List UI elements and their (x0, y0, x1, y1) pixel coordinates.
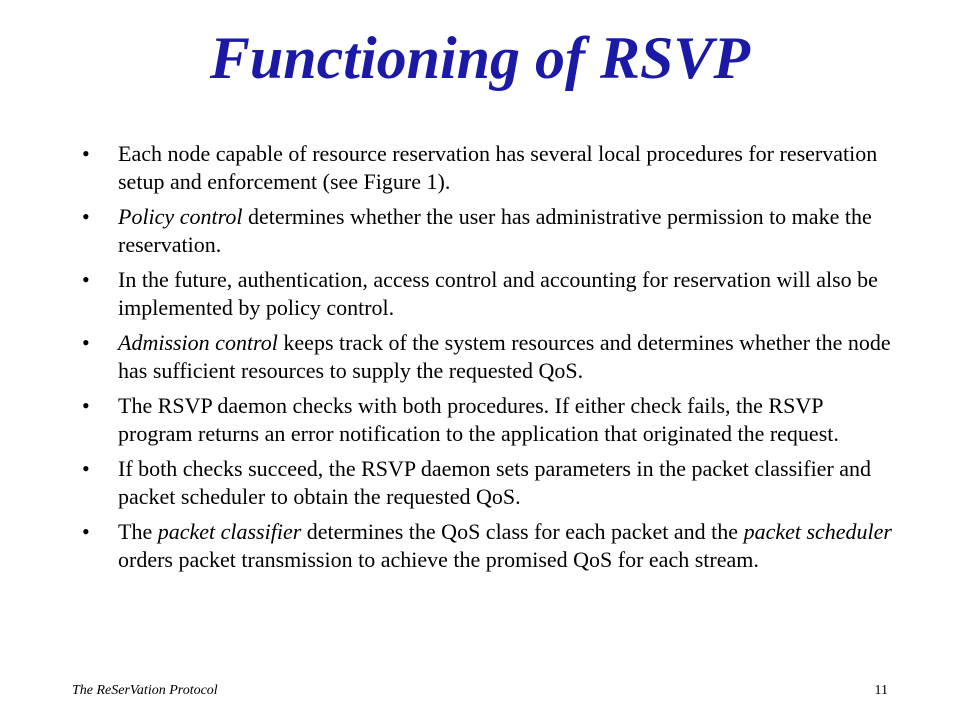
bullet-emphasis: packet classifier (157, 519, 302, 544)
bullet-item-4 (78, 329, 898, 385)
bullet-item-7 (78, 518, 898, 574)
bullet-text: The RSVP daemon checks with both procedures. If either check fails, the RSVP program returns an error notification to the application that originated the request. (118, 393, 839, 446)
bullet-dot-icon: • (82, 393, 90, 418)
bullet-emphasis: Policy control (118, 204, 243, 229)
bullet-emphasis: Admission control (118, 330, 278, 355)
bullet-item-2 (78, 203, 898, 259)
bullet-dot-icon: • (82, 519, 90, 544)
page-number: 11 (874, 683, 888, 698)
bullet-dot-icon: • (82, 267, 90, 292)
bullet-item-6 (78, 455, 898, 511)
bullet-list (78, 140, 898, 581)
bullet-text: If both checks succeed, the RSVP daemon sets parameters in the packet classifier and packet scheduler to obtain the requested QoS. (118, 456, 872, 509)
bullet-item-5 (78, 392, 898, 448)
slide-title: Functioning of RSVP (209, 25, 751, 91)
bullet-text: In the future, authentication, access control and accounting for reservation will also be implemented by policy control. (118, 267, 878, 320)
bullet-emphasis: packet scheduler (743, 519, 892, 544)
bullet-text: orders packet transmission to achieve the promised QoS for each stream. (118, 547, 759, 572)
bullet-dot-icon: • (82, 204, 90, 229)
bullet-text: determines whether the user has administrative permission to make the reservation. (118, 204, 872, 257)
bullet-text-mid: determines the QoS class for each packet and the (301, 519, 744, 544)
footer-source: The ReSerVation Protocol (72, 683, 218, 698)
bullet-text: Each node capable of resource reservation has several local procedures for reservation setup and enforcement (see Figure 1). (118, 141, 878, 194)
bullet-dot-icon: • (82, 456, 90, 481)
bullet-text-lead: The (118, 519, 158, 544)
bullet-item-1 (78, 140, 898, 196)
bullet-text: keeps track of the system resources and determines whether the node has sufficient resources to supply the requested QoS. (118, 330, 891, 383)
bullet-dot-icon: • (82, 141, 90, 166)
bullet-dot-icon: • (82, 330, 90, 355)
bullet-item-3 (78, 266, 898, 322)
